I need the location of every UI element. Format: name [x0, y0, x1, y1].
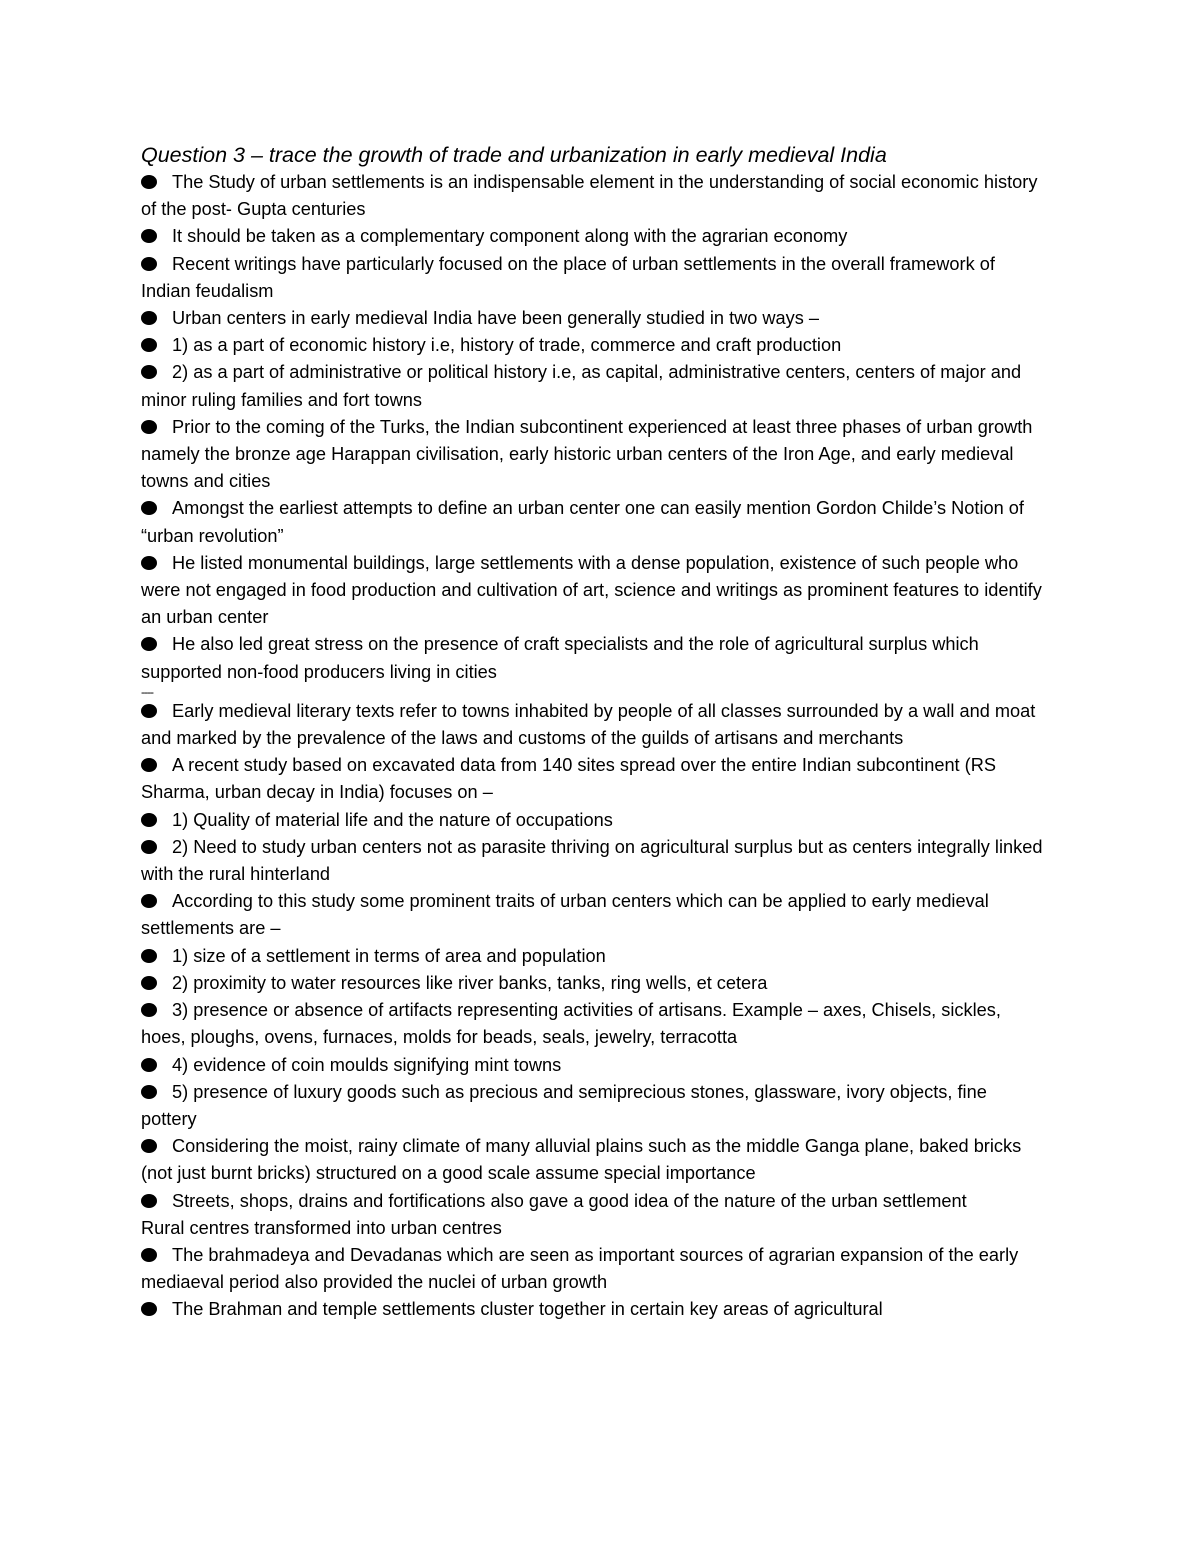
bullet-point [141, 834, 1046, 888]
bullet-dot-icon [141, 1085, 157, 1099]
bullet-text: 4) evidence of coin moulds signifying mint towns [172, 1054, 562, 1075]
bullet-dot-icon [141, 637, 157, 651]
bullet-dot-icon [141, 338, 157, 352]
document-body [141, 169, 1046, 1324]
bullet-text: Recent writings have particularly focused on the place of urban settlements in the overall framework of Indian feudalism [141, 253, 995, 301]
bullet-point [141, 332, 1046, 359]
bullet-point [141, 550, 1046, 632]
bullet-dot-icon [141, 894, 157, 908]
bullet-text: According to this study some prominent traits of urban centers which can be applied to early medieval settlements are – [141, 891, 989, 939]
bullet-text: The Brahman and temple settlements cluster together in certain key areas of agricultural [172, 1299, 883, 1320]
bullet-text: Urban centers in early medieval India have been generally studied in two ways – [172, 308, 820, 329]
bullet-point [141, 1133, 1046, 1187]
bullet-point [141, 251, 1046, 305]
bullet-dot-icon [141, 758, 157, 772]
section-subheading: Rural centres transformed into urban centres [141, 1217, 502, 1238]
bullet-text: 3) presence or absence of artifacts representing activities of artisans. Example – axes, Chisels, sickles, hoes, ploughs, ovens, furnaces, molds for beads, seals, jewelry, terracotta [141, 1000, 1001, 1048]
bullet-text: The brahmadeya and Devadanas which are seen as important sources of agrarian expansion of the early mediaeval period also provided the nuclei of urban growth [141, 1244, 1019, 1293]
bullet-point [141, 698, 1046, 752]
bullet-text: Prior to the coming of the Turks, the Indian subcontinent experienced at least three phases of urban growth namely the bronze age Harappan civilisation, early historic urban centers of the Iron Age, and early medieval towns and cities [141, 416, 1033, 492]
bullet-dot-icon [141, 1003, 157, 1017]
bullet-dot-icon [141, 365, 157, 379]
bullet-text: The Study of urban settlements is an indispensable element in the understanding of social economic history of the post- Gupta centuries [141, 172, 1038, 220]
bullet-point [141, 752, 1046, 806]
bullet-dot-icon [141, 175, 157, 189]
bullet-point [141, 970, 1046, 997]
bullet-point [141, 1242, 1046, 1296]
bullet-dot-icon [141, 420, 157, 434]
bullet-text: He listed monumental buildings, large settlements with a dense population, existence of such people who were not engaged in food production and cultivation of art, science and writings as prominent features to identify an urban center [141, 552, 1042, 628]
bullet-dot-icon [141, 1194, 157, 1208]
bullet-point [141, 1296, 1046, 1323]
bullet-text: 2) Need to study urban centers not as parasite thriving on agricultural surplus but as centers integrally linked with the rural hinterland [141, 836, 1043, 885]
bullet-text: Amongst the earliest attempts to define an urban center one can easily mention Gordon Childe’s Notion of “urban revolution” [141, 498, 1024, 546]
bullet-dot-icon [141, 1248, 157, 1262]
bullet-text: 2) as a part of administrative or political history i.e, as capital, administrative centers, centers of major and minor ruling families and fort towns [141, 362, 1022, 410]
bullet-point [141, 807, 1046, 834]
bullet-dot-icon [141, 501, 157, 515]
bullet-text: He also led great stress on the presence of craft specialists and the role of agricultural surplus which supported non-food producers living in cities [141, 634, 979, 682]
bullet-point [141, 1052, 1046, 1079]
bullet-text: 1) Quality of material life and the nature of occupations [172, 809, 613, 830]
bullet-point [141, 414, 1046, 496]
bullet-point [141, 305, 1046, 332]
bullet-text: Streets, shops, drains and fortifications also gave a good idea of the nature of the urban settlement [172, 1190, 967, 1211]
bullet-dot-icon [141, 311, 157, 325]
bullet-text: Considering the moist, rainy climate of many alluvial plains such as the middle Ganga plane, baked bricks (not just burnt bricks) structured on a good scale assume special importance [141, 1136, 1022, 1184]
bullet-dot-icon [141, 840, 157, 854]
bullet-point [141, 359, 1046, 413]
bullet-dot-icon [141, 1058, 157, 1072]
bullet-point [141, 888, 1046, 942]
bullet-dot-icon [141, 976, 157, 990]
separator-dashes: ---- [141, 684, 153, 699]
bullet-text: 5) presence of luxury goods such as precious and semiprecious stones, glassware, ivory objects, fine pottery [141, 1081, 987, 1129]
bullet-dot-icon [141, 949, 157, 963]
bullet-dot-icon [141, 704, 157, 718]
bullet-text: 2) proximity to water resources like river banks, tanks, ring wells, et cetera [172, 972, 768, 993]
bullet-text: 1) size of a settlement in terms of area and population [172, 945, 606, 966]
bullet-point [141, 997, 1046, 1051]
bullet-point [141, 631, 1046, 685]
bullet-text: 1) as a part of economic history i.e, history of trade, commerce and craft production [172, 335, 842, 356]
bullet-dot-icon [141, 229, 157, 243]
bullet-text: A recent study based on excavated data from 140 sites spread over the entire Indian subcontinent (RS Sharma, urban decay in India) focuses on – [141, 755, 996, 803]
bullet-dot-icon [141, 257, 157, 271]
bullet-point [141, 943, 1046, 970]
bullet-dot-icon [141, 556, 157, 570]
bullet-point [141, 1188, 1046, 1215]
bullet-point [141, 223, 1046, 250]
bullet-point [141, 495, 1046, 549]
bullet-point [141, 169, 1046, 223]
bullet-text: Early medieval literary texts refer to towns inhabited by people of all classes surrounded by a wall and moat and marked by the prevalence of the laws and customs of the guilds of artisans and merchants [141, 700, 1036, 749]
bullet-text: It should be taken as a complementary component along with the agrarian economy [172, 226, 848, 247]
bullet-dot-icon [141, 1302, 157, 1316]
question-title: Question 3 – trace the growth of trade and urbanization in early medieval India [141, 143, 887, 167]
bullet-point [141, 1079, 1046, 1133]
bullet-dot-icon [141, 1139, 157, 1153]
bullet-dot-icon [141, 813, 157, 827]
